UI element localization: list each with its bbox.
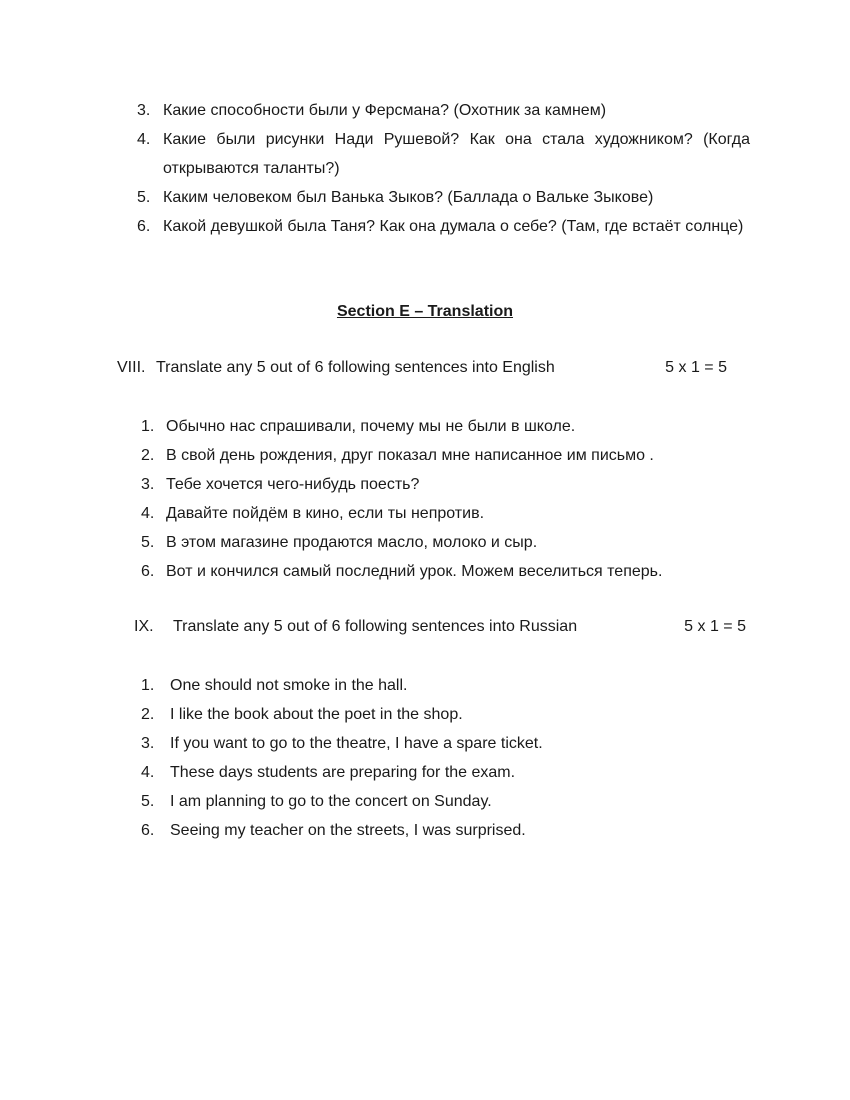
section-title: Section E – Translation (336, 303, 514, 320)
task-label: IX. (134, 618, 154, 635)
sentence-text: If you want to go to the theatre, I have a spare ticket. (170, 735, 543, 752)
sentence-text: I am planning to go to the concert on Sunday. (170, 793, 492, 810)
item-number: 6. (141, 563, 155, 580)
task-label: VIII. (117, 359, 146, 376)
list-item (141, 729, 741, 758)
list-item (141, 671, 741, 700)
question-text: Какой девушкой была Таня? Как она думала о себе? (Там, где встаёт солнце) (163, 218, 744, 235)
task-instruction: Translate any 5 out of 6 following sentences into English (156, 359, 555, 376)
task-marks: 5 x 1 = 5 (665, 359, 727, 376)
item-number: 5. (141, 534, 155, 551)
list-item (141, 499, 741, 528)
sentence-text: В этом магазине продаются масло, молоко и сыр. (166, 534, 538, 551)
item-number: 4. (141, 764, 155, 781)
list-item (141, 700, 741, 729)
list-item (141, 557, 741, 586)
item-number: 2. (141, 706, 155, 723)
sentence-text: One should not smoke in the hall. (170, 677, 408, 694)
task-marks: 5 x 1 = 5 (684, 618, 746, 635)
item-number: 2. (141, 447, 155, 464)
item-number: 5. (137, 189, 151, 206)
item-number: 6. (141, 822, 155, 839)
list-item (141, 787, 741, 816)
question-text: Какие были рисунки Нади Рушевой? Как она стала художником? (Когда открываются таланты?) (163, 131, 750, 177)
list-item (141, 528, 741, 557)
sentence-text: Seeing my teacher on the streets, I was surprised. (170, 822, 526, 839)
list-item (137, 183, 750, 212)
sentence-text: Обычно нас спрашивали, почему мы не были в школе. (166, 418, 576, 435)
item-number: 3. (137, 102, 151, 119)
item-number: 5. (141, 793, 155, 810)
list-item (141, 441, 741, 470)
sentence-text: Вот и кончился самый последний урок. Можем веселиться теперь. (166, 563, 663, 580)
sentence-text: These days students are preparing for the exam. (170, 764, 516, 781)
list-item (141, 412, 741, 441)
list-item (137, 125, 750, 183)
english-sentence-list (141, 671, 741, 845)
item-number: 4. (141, 505, 155, 522)
list-item (137, 212, 750, 241)
sentence-text: В свой день рождения, друг показал мне написанное им письмо . (166, 447, 654, 464)
sentence-text: Тебе хочется чего-нибудь поесть? (166, 476, 420, 493)
list-item (141, 816, 741, 845)
list-item (141, 470, 741, 499)
sentence-text: Давайте пойдём в кино, если ты непротив. (166, 505, 485, 522)
item-number: 3. (141, 735, 155, 752)
item-number: 1. (141, 677, 155, 694)
question-text: Какие способности были у Ферсмана? (Охотник за камнем) (163, 102, 607, 119)
item-number: 4. (137, 131, 151, 148)
task-instruction: Translate any 5 out of 6 following sentences into Russian (173, 618, 578, 635)
item-number: 3. (141, 476, 155, 493)
question-text: Каким человеком был Ванька Зыков? (Баллада о Вальке Зыкове) (163, 189, 654, 206)
item-number: 1. (141, 418, 155, 435)
russian-sentence-list (141, 412, 741, 586)
list-item (141, 758, 741, 787)
list-item (137, 96, 750, 125)
question-list (137, 96, 750, 241)
item-number: 6. (137, 218, 151, 235)
sentence-text: I like the book about the poet in the shop. (170, 706, 463, 723)
